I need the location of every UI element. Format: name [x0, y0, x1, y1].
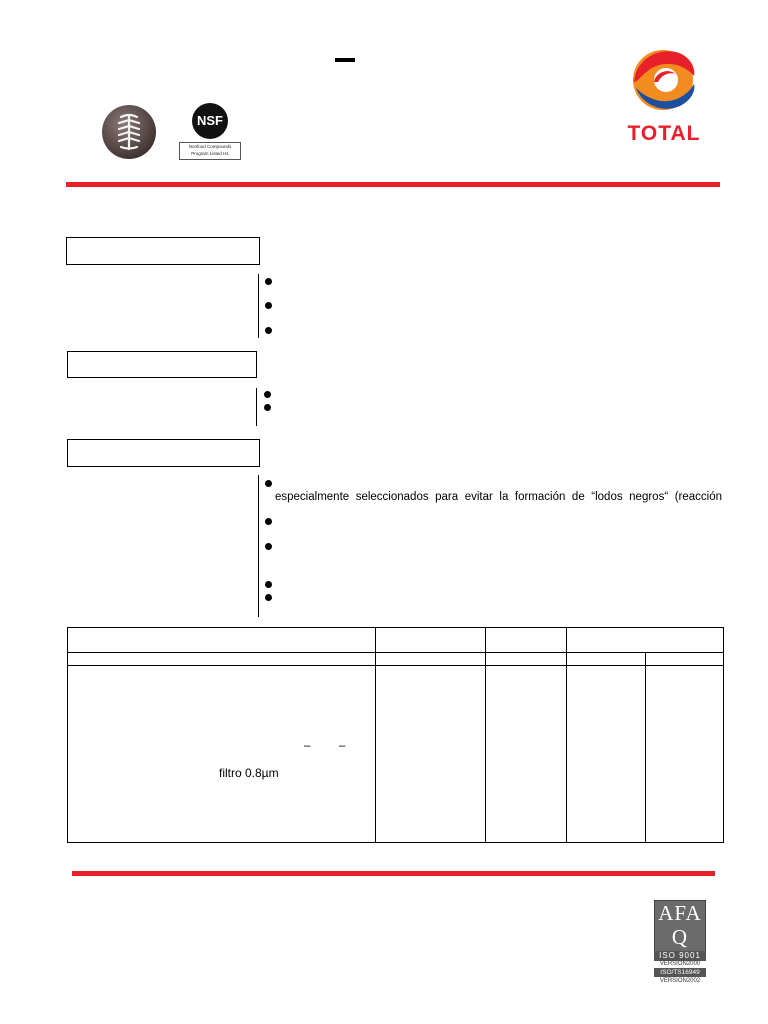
table-col-divider	[485, 665, 486, 842]
tire-icon	[100, 103, 158, 161]
section-heading-box-1	[66, 237, 260, 265]
section-heading-box-2	[67, 351, 257, 378]
table-col-divider	[485, 652, 486, 665]
nsf-caption-line1: Nonfood Compounds	[188, 144, 232, 149]
section-1-bullet	[265, 278, 272, 285]
afaq-line4: VERSION2002	[659, 978, 701, 984]
table-col-divider	[375, 628, 376, 652]
section-3-bullet	[265, 480, 272, 487]
afaq-line3: ISO/TS16949	[654, 968, 706, 977]
section-3-bullet	[265, 594, 272, 601]
table-col-divider	[375, 665, 376, 842]
footer-divider	[72, 871, 715, 876]
nsf-circle: NSF	[192, 103, 228, 139]
nsf-caption-line2: Program Listed H1	[191, 151, 229, 156]
table-col-divider	[645, 652, 646, 665]
table-filter-text: filtro 0.8µm	[219, 766, 279, 780]
table-col-divider	[566, 652, 567, 665]
total-wordmark: TOTAL	[627, 122, 701, 145]
section-3-bullet	[265, 518, 272, 525]
section-3-bullet	[265, 581, 272, 588]
table-row-divider	[68, 652, 723, 653]
section-2-bullet	[264, 404, 271, 411]
table-dash: –	[339, 740, 346, 752]
section-heading-box-3	[67, 439, 260, 467]
title-dash	[335, 58, 355, 62]
header-divider	[66, 182, 720, 187]
afaq-line1: ISO 9001	[654, 951, 706, 961]
afaq-certification-logo	[652, 900, 708, 986]
section-1-bullet	[265, 327, 272, 334]
section-3-bar	[258, 475, 259, 617]
section-2-bar	[256, 388, 257, 426]
section-1-bullet	[265, 302, 272, 309]
table-col-divider	[566, 628, 567, 652]
section-1-bar	[258, 274, 259, 338]
total-logo	[618, 42, 710, 144]
nsf-caption	[179, 142, 241, 160]
table-col-divider	[485, 628, 486, 652]
table-col-divider	[375, 652, 376, 665]
total-swirl-icon	[626, 42, 700, 116]
afaq-line2: VERSION2000	[659, 961, 701, 967]
properties-table	[67, 627, 724, 843]
table-col-divider	[645, 665, 646, 842]
nsf-logo	[178, 103, 242, 159]
table-dash: –	[304, 740, 311, 752]
afaq-mark: AFAQ	[654, 900, 706, 952]
table-row-divider	[68, 665, 723, 666]
feature-text-line: especialmente seleccionados para evitar la formación de “lodos negros“ (reacción	[275, 491, 722, 503]
table-col-divider	[566, 665, 567, 842]
section-2-bullet	[264, 391, 271, 398]
section-3-bullet	[265, 543, 272, 550]
